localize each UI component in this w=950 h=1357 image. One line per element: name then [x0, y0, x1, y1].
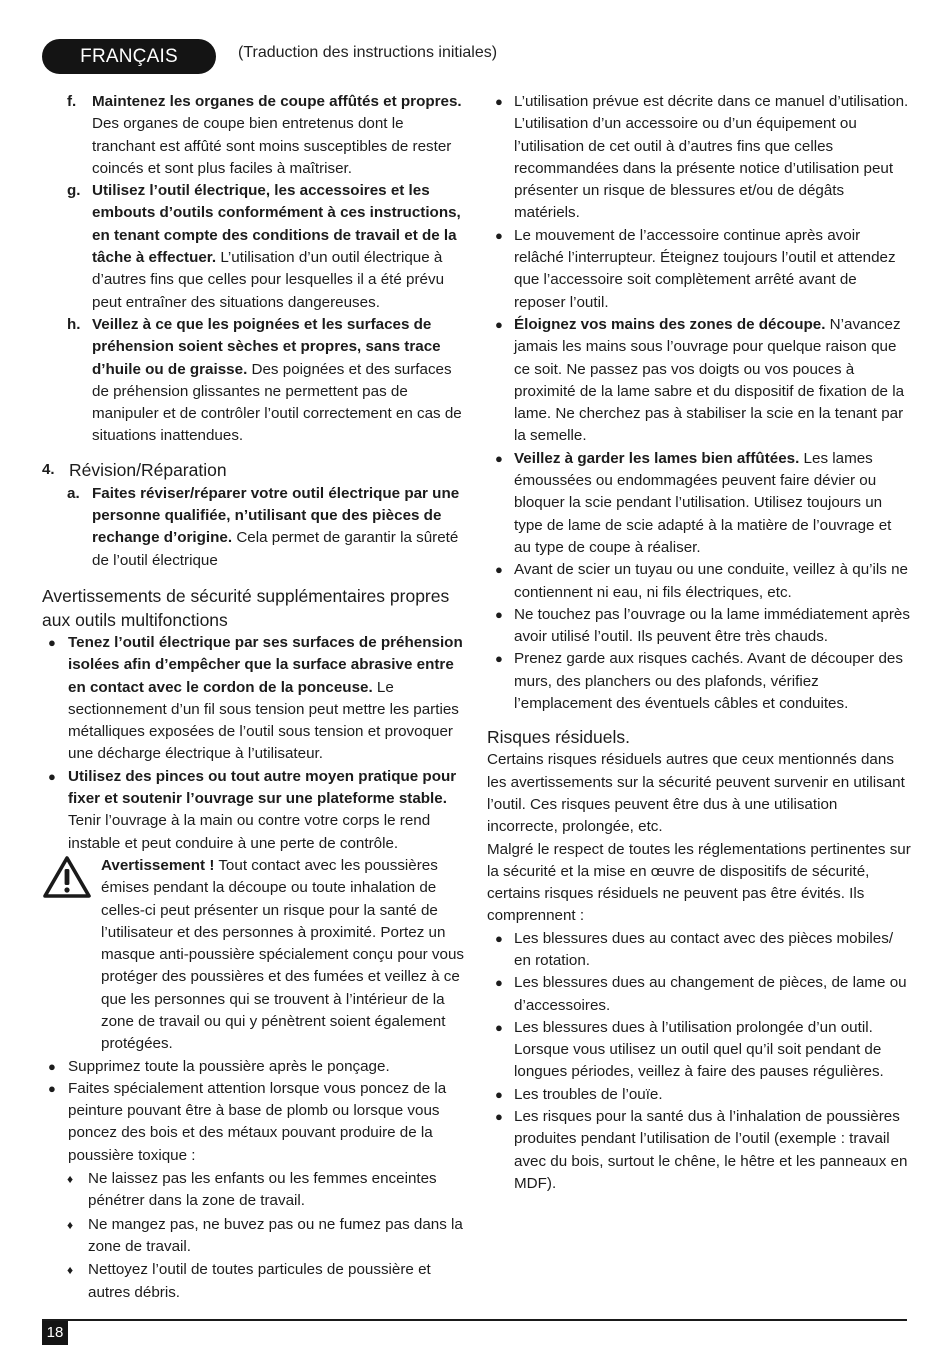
bullet-bold-text: Éloignez vos mains des zones de découpe.: [514, 315, 826, 333]
bullet-item: ● Faites spécialement attention lorsque vous poncez de la peinture pouvant être à base de plomb ou lorsque vous poncez des bois et des métaux pouvant produire de la poussière toxique :: [42, 1078, 466, 1167]
bullet-item: ● L’utilisation prévue est décrite dans ce manuel d’utilisation. L’utilisation d’un accessoire ou d’un équipement ou l’utilisation de cet outil à d’autres fins que celles recommandées dans la présente notice d’utilisation peut présenter un risque de blessures et/ou de dégâts matériels.: [487, 91, 912, 225]
bullet-text: Tenir l’ouvrage à la main ou contre votre corps le rend instable et peut conduire à une perte de contrôle.: [68, 812, 431, 852]
warning-text: Tout contact avec les poussières émises pendant la découpe ou toute inhalation de celles-ci peut présenter un risque pour la santé de l’utilisateur et des personnes à proximité. Portez un masque anti-poussière spécialement conçu pour vous protéger des poussières et des fumées et veillez à ce que les personnes qui se trouvent à l’intérieur de la zone de travail ou qui y pénètrent soient également protégées.: [101, 856, 465, 1053]
bullet-bold-text: Tenez l’outil électrique par ses surfaces de préhension isolées afin d’empêcher que la surface abrasive entre en contact avec le cordon de la ponceuse.: [68, 633, 463, 696]
item-f: [42, 91, 466, 180]
bullet-item: [42, 632, 466, 766]
bullet-item: [487, 314, 912, 448]
risk-item: ● Les blessures dues au changement de pièces, de lame ou d’accessoires.: [487, 972, 912, 1017]
warning-block: [42, 855, 466, 1056]
bullet-bold-text: Utilisez des pinces ou tout autre moyen pratique pour fixer et soutenir l’ouvrage sur une plateforme stable.: [68, 767, 457, 808]
section-title: Révision/Réparation: [69, 459, 227, 480]
risk-item: ● Les troubles de l’ouïe.: [487, 1084, 912, 1106]
item-g: [42, 180, 466, 314]
item-text: Des poignées et des surfaces de préhension glissantes ne permettent pas de manipuler et de contrôler l’outil correctement en cas de situations inattendues.: [92, 360, 462, 445]
section-number: 4.: [42, 460, 55, 478]
left-column: [42, 91, 466, 1304]
item-label: a.: [67, 484, 80, 502]
item-label: g.: [67, 182, 81, 200]
bullet-item: ● Supprimez toute la poussière après le ponçage.: [42, 1056, 466, 1078]
residual-risks-heading: Risques résiduels.: [487, 727, 630, 748]
risk-item: ● Les blessures dues au contact avec des pièces mobiles/ en rotation.: [487, 928, 912, 973]
paragraph: Certains risques résiduels autres que ceux mentionnés dans les avertissements sur la sécurité peuvent survenir en utilisant l’outil. Ces risques peuvent être dus à une utilisation incorrecte, prolongée, etc.: [487, 751, 905, 836]
item-a: [42, 483, 466, 572]
item-label: f.: [67, 93, 77, 110]
item-bold-text: Veillez à ce que les poignées et les surfaces de préhension soient sèches et propres, sans trace d’huile ou de graisse.: [92, 315, 441, 378]
right-column: [487, 91, 912, 1195]
additional-warnings-heading: Avertissements de sécurité supplémentaires propres aux outils multifonctions: [42, 585, 450, 630]
item-h: [42, 314, 466, 448]
bullet-item: [487, 448, 912, 559]
bullet-item: ● Prenez garde aux risques cachés. Avant de découper des murs, des planchers ou des plafonds, vérifiez l’emplacement des éventuels câbles et conduites.: [487, 648, 912, 715]
bullet-item: ● Le mouvement de l’accessoire continue après avoir relâché l’interrupteur. Éteignez toujours l’outil et attendez que l’accessoire soit complètement arrêté avant de reposer l’outil.: [487, 225, 912, 314]
bullet-item: ● Avant de scier un tuyau ou une conduite, veillez à qu’ils ne contiennent ni eau, ni fils électriques, etc.: [487, 559, 912, 604]
item-text: Cela permet de garantir la sûreté de l’outil électrique: [92, 529, 459, 569]
bullet-bold-text: Veillez à garder les lames bien affûtées.: [514, 449, 800, 467]
item-bold-text: Utilisez l’outil électrique, les accessoires et les embouts d’outils conformément à ces instructions, en tenant compte des conditions de travail et de la tâche à effectuer.: [92, 182, 461, 267]
sub-bullet-item: ♦ Ne mangez pas, ne buvez pas ou ne fumez pas dans la zone de travail.: [42, 1214, 466, 1259]
footer-divider: [42, 1319, 907, 1321]
risk-item: ● Les risques pour la santé dus à l’inhalation de poussières produites pendant l’utilisation de l’outil (exemple : travail avec du bois, surtout le chêne, le hêtre et les panneaux en MDF).: [487, 1106, 912, 1195]
section-4-heading: [42, 457, 466, 483]
sub-bullet-item: ♦ Ne laissez pas les enfants ou les femmes enceintes pénétrer dans la zone de travail.: [42, 1168, 466, 1213]
paragraph: Malgré le respect de toutes les réglementations pertinentes sur la sécurité et la mise en œuvre de dispositifs de sécurité, certains risques résiduels ne peuvent pas être évités. Ils comprennent :: [487, 840, 911, 925]
page-number: 18: [42, 1321, 68, 1345]
item-bold-text: Faites réviser/réparer votre outil électrique par une personne qualifiée, n’utilisant que des pièces de rechange d’origine.: [92, 484, 460, 547]
item-text: L’utilisation d’un outil électrique à d’autres fins que celles pour lesquelles il a été prévu peut entraîner des situations dangereuses.: [92, 249, 445, 311]
warning-bold-text: Avertissement !: [101, 856, 215, 874]
item-bold-text: Maintenez les organes de coupe affûtés et propres.: [92, 93, 462, 110]
risk-item: ● Les blessures dues à l’utilisation prolongée d’un outil. Lorsque vous utilisez un outil quel qu’il soit pendant de longues périodes, veillez à faire des pauses régulières.: [487, 1017, 912, 1084]
bullet-item: ● Ne touchez pas l’ouvrage ou la lame immédiatement après avoir utilisé l’outil. Ils peuvent être très chauds.: [487, 604, 912, 649]
warning-triangle-icon: [42, 855, 92, 899]
language-badge: FRANÇAIS: [42, 39, 216, 74]
header-subtitle: (Traduction des instructions initiales): [238, 44, 498, 61]
item-text: Des organes de coupe bien entretenus dont le tranchant est affûté sont moins susceptibles de rester coincés et sont plus faciles à maîtriser.: [92, 115, 452, 177]
bullet-text: Les lames émoussées ou endommagées peuvent faire dévier ou bloquer la scie pendant l’utilisation. Utilisez toujours un type de lame de scie adapté à la matière de l’ouvrage et au type de coupe à réaliser.: [514, 449, 892, 556]
bullet-item: [42, 766, 466, 855]
item-label: h.: [67, 315, 81, 333]
bullet-text: N’avancez jamais les mains sous l’ouvrage pour quelque raison que ce soit. Ne passez pas vos doigts ou vos pouces à proximité de la lame sabre et du dispositif de fixation de la lame. Ne cherchez pas à stabiliser la scie en la tenant par la semelle.: [514, 315, 905, 445]
sub-bullet-item: ♦ Nettoyez l’outil de toutes particules de poussière et autres débris.: [42, 1259, 466, 1304]
bullet-text: Le sectionnement d’un fil sous tension peut mettre les parties métalliques exposées de l’outil sous tension et provoquer une décharge électrique à l’utilisateur.: [68, 678, 459, 763]
